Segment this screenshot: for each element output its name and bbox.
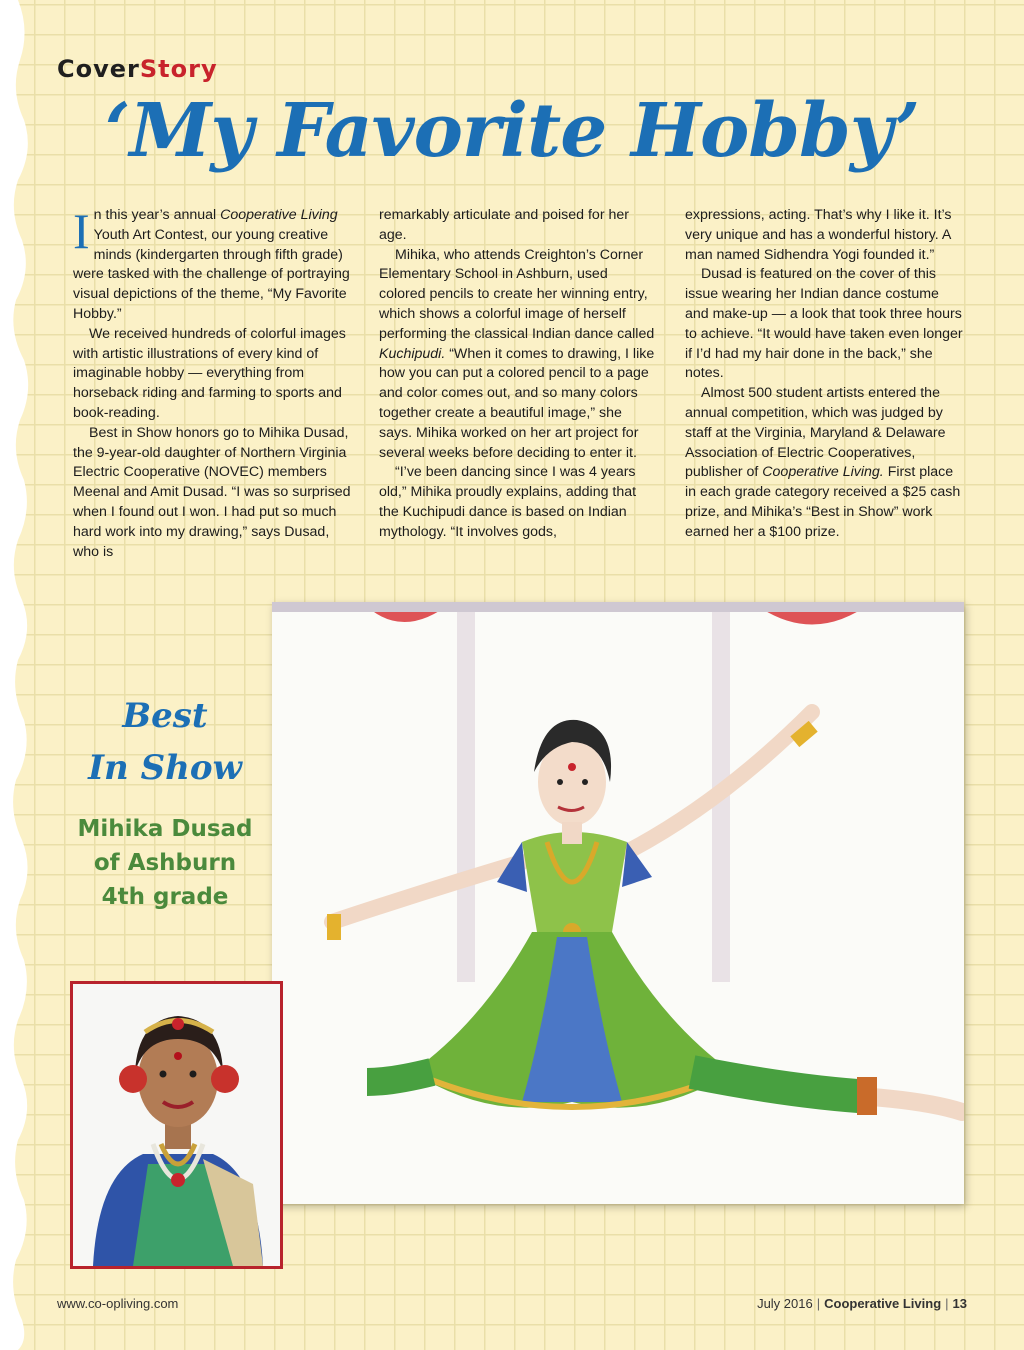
paragraph: Best in Show honors go to Mihika Dusad, the 9-year-old daughter of Northern Virginia Electric Cooperative (NOVEC) members Meenal and Amit Dusad. “I was so surprised when I found out I won. I had put so much hard work into my drawing,” says Dusad, who is	[73, 424, 351, 560]
winner-name: Mihika Dusad	[77, 816, 253, 842]
paragraph: Mihika, who attends Creighton’s Corner Elementary School in Ashburn, used colored pencils to create her winning entry, which shows a colorful image of herself performing the classical Indian dance called Kuchipudi. “When it comes to drawing, I like how you can put a colored pencil to a page and color comes out, and so many colors together create a beautiful image,” she says. Mihika worked on her art project for several weeks before deciding to enter it.	[379, 246, 655, 461]
portrait-illustration	[73, 984, 280, 1266]
publication-name: Cooperative Living	[824, 1296, 942, 1311]
section-label: CoverStory	[57, 55, 218, 83]
paragraph: Almost 500 student artists entered the annual competition, which was judged by staff at the Virginia, Maryland & Delaware Association of Electric Cooperatives, publisher of Cooperative Living. First place in each grade category received a $25 cash prize, and Mihika’s “Best in Show” work earned her a $100 prize.	[685, 385, 961, 540]
paragraph: expressions, acting. That’s why I like it. It’s very unique and has a wonderful history. A man named Sidhendra Yogi founded it.”	[685, 207, 952, 263]
winner-grade: 4th grade	[101, 884, 229, 910]
winner-photo	[70, 981, 283, 1269]
page-number: 13	[952, 1296, 967, 1311]
footer-issue-info: July 2016 | Cooperative Living | 13	[757, 1296, 967, 1311]
article-body	[73, 203, 963, 562]
article-column-3	[685, 206, 963, 562]
article-column-2	[379, 206, 657, 562]
winning-artwork	[272, 602, 964, 1204]
paragraph: Dusad is featured on the cover of this issue wearing her Indian dance costume and make-up — a look that took three hours to achieve. “It would have taken even longer if I’d had my hair done in the back,” she notes.	[685, 266, 963, 382]
footer-website: www.co-opliving.com	[57, 1296, 179, 1311]
award-title-line2: In Show	[88, 748, 242, 788]
article-column-1	[73, 203, 351, 562]
paragraph: In this year’s annual Cooperative Living Youth Art Contest, our young creative minds (kindergarten through fifth grade) were tasked with the challenge of portraying visual depictions of the theme, “My Favorite Hobby.”	[73, 203, 350, 322]
headline: ‘My Favorite Hobby’	[104, 88, 920, 174]
paragraph: We received hundreds of colorful images with artistic illustrations of every kind of imaginable hobby — everything from horseback riding and farming to sports and book-reading.	[73, 325, 346, 421]
paragraph: “I’ve been dancing since I was 4 years old,” Mihika proudly explains, adding that the Kuchipudi dance is based on Indian mythology. “It involves gods,	[379, 464, 637, 540]
dancer-drawing	[272, 602, 964, 1204]
award-caption	[50, 690, 280, 914]
torn-paper-edge	[0, 0, 40, 1350]
issue-date: July 2016	[757, 1296, 813, 1311]
award-title-line1: Best	[122, 696, 208, 736]
drop-cap: I	[73, 203, 90, 259]
winner-town: of Ashburn	[93, 850, 237, 876]
paragraph: remarkably articulate and poised for her age.	[379, 207, 629, 243]
